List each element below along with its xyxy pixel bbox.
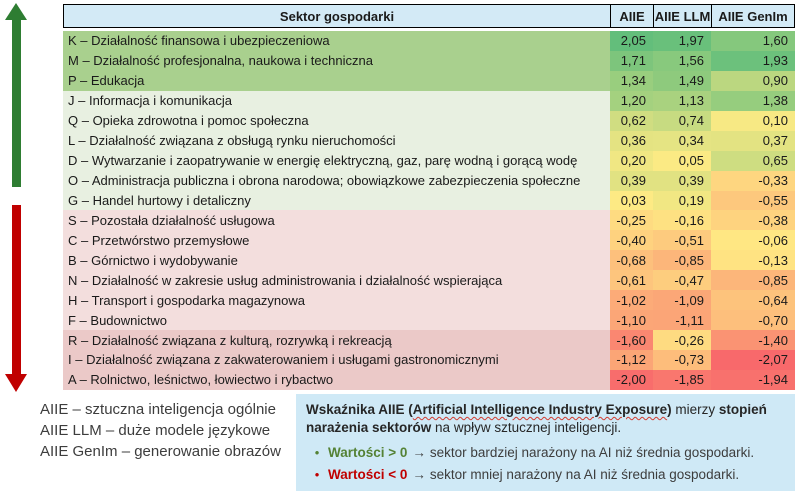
value-cell: -0,47	[653, 270, 711, 290]
sector-label-cell: Q – Opieka zdrowotna i pomoc społeczna	[63, 111, 610, 131]
sector-label-cell: F – Budownictwo	[63, 310, 610, 330]
sector-label-cell: R – Działalność związana z kulturą, rozrywką i rekreacją	[63, 330, 610, 350]
bullet-condition: Wartości < 0	[328, 466, 408, 482]
value-cell: -0,68	[610, 250, 653, 270]
value-cell: 1,93	[711, 51, 795, 71]
value-cell: -0,26	[653, 330, 711, 350]
value-cell: -0,13	[711, 250, 795, 270]
table-row	[63, 310, 795, 330]
value-cell: 1,13	[653, 91, 711, 111]
column-header-aiie-genim: AIIE GenIm	[712, 5, 794, 27]
sector-label-cell: O – Administracja publiczna i obrona narodowa; obowiązkowe zabezpieczenia społeczne	[63, 171, 610, 191]
table-row	[63, 370, 795, 390]
sector-label-cell: M – Działalność profesjonalna, naukowa i techniczna	[63, 51, 610, 71]
value-cell: 0,39	[653, 171, 711, 191]
sector-label-cell: N – Działalność w zakresie usług administrowania i działalność wspierająca	[63, 270, 610, 290]
value-cell: -1,02	[610, 290, 653, 310]
sector-label-cell: C – Przetwórstwo przemysłowe	[63, 230, 610, 250]
value-cell: 0,74	[653, 111, 711, 131]
value-cell: -0,38	[711, 210, 795, 230]
table-row	[63, 131, 795, 151]
table-row	[63, 91, 795, 111]
heatmap-table-body	[63, 31, 795, 390]
value-cell: 1,60	[711, 31, 795, 51]
value-cell: -1,60	[610, 330, 653, 350]
sector-label-cell: D – Wytwarzanie i zaopatrywanie w energię elektryczną, gaz, parę wodną i gorącą wodę	[63, 151, 610, 171]
value-cell: 0,62	[610, 111, 653, 131]
abbreviation-legend	[40, 399, 281, 462]
value-cell: -0,16	[653, 210, 711, 230]
right-arrow-icon: →	[412, 466, 426, 482]
value-cell: 0,39	[610, 171, 653, 191]
value-cell: 0,20	[610, 151, 653, 171]
value-cell: -1,10	[610, 310, 653, 330]
value-cell: -0,40	[610, 230, 653, 250]
value-cell: 0,05	[653, 151, 711, 171]
sector-label-cell: G – Handel hurtowy i detaliczny	[63, 191, 610, 211]
bullet-dot-icon: •	[314, 466, 320, 482]
value-cell: -0,51	[653, 230, 711, 250]
value-cell: 0,36	[610, 131, 653, 151]
aiie-definition-box	[296, 394, 795, 491]
table-row	[63, 290, 795, 310]
value-cell: -0,06	[711, 230, 795, 250]
table-row	[63, 210, 795, 230]
table-row	[63, 350, 795, 370]
value-cell: 1,97	[653, 31, 711, 51]
value-cell: 0,65	[711, 151, 795, 171]
value-cell: -0,61	[610, 270, 653, 290]
sector-label-cell: S – Pozostała działalność usługowa	[63, 210, 610, 230]
arrow-up-shaft	[12, 19, 21, 187]
value-cell: -1,12	[610, 350, 653, 370]
column-header-sector: Sektor gospodarki	[64, 5, 611, 27]
table-row	[63, 31, 795, 51]
definition-segment: mierzy	[671, 402, 719, 417]
value-cell: 1,56	[653, 51, 711, 71]
value-cell: -1,11	[653, 310, 711, 330]
value-cell: 1,38	[711, 91, 795, 111]
sector-label-cell: H – Transport i gospodarka magazynowa	[63, 290, 610, 310]
legend-line-aiie: AIIE – sztuczna inteligencja ogólnie	[40, 401, 276, 418]
definition-text	[306, 401, 785, 437]
table-row	[63, 71, 795, 91]
value-cell: -0,73	[653, 350, 711, 370]
sector-label-cell: B – Górnictwo i wydobywanie	[63, 250, 610, 270]
value-cell: 1,34	[610, 71, 653, 91]
sector-label-cell: A – Rolnictwo, leśnictwo, łowiectwo i rybactwo	[63, 370, 610, 390]
value-cell: 0,10	[711, 111, 795, 131]
value-cell: -0,64	[711, 290, 795, 310]
legend-line-genim: AIIE GenIm – generowanie obrazów	[40, 443, 281, 460]
value-cell: 1,71	[610, 51, 653, 71]
table-row	[63, 191, 795, 211]
sector-label-cell: L – Działalność związana z obsługą rynku nieruchomości	[63, 131, 610, 151]
sector-label-cell: K – Działalność finansowa i ubezpieczeniowa	[63, 31, 610, 51]
value-cell: 0,90	[711, 71, 795, 91]
table-row	[63, 111, 795, 131]
value-cell: -1,85	[653, 370, 711, 390]
sector-label-cell: I – Działalność związana z zakwaterowaniem i usługami gastronomicznymi	[63, 350, 610, 370]
arrow-up-icon	[5, 3, 27, 20]
value-cell: 0,34	[653, 131, 711, 151]
value-cell: -0,33	[711, 171, 795, 191]
value-cell: -0,85	[711, 270, 795, 290]
table-row	[63, 270, 795, 290]
value-cell: -1,94	[711, 370, 795, 390]
column-header-aiie-llm: AIIE LLM	[654, 5, 712, 27]
sector-label-cell: J – Informacja i komunikacja	[63, 91, 610, 111]
value-interpretation-list	[306, 445, 785, 482]
legend-line-llm: AIIE LLM – duże modele językowe	[40, 422, 271, 439]
interpretation-bullet	[306, 467, 785, 482]
value-cell: -1,40	[711, 330, 795, 350]
interpretation-bullet	[306, 445, 785, 460]
value-cell: 1,20	[610, 91, 653, 111]
value-cell: -0,55	[711, 191, 795, 211]
table-row	[63, 330, 795, 350]
definition-english-term: Artificial Intelligence Industry Exposure	[412, 402, 668, 417]
table-row	[63, 171, 795, 191]
bullet-description: sektor mniej narażony na AI niż średnia gospodarki.	[429, 466, 740, 482]
value-cell: 0,03	[610, 191, 653, 211]
arrow-down-icon	[5, 374, 27, 392]
value-cell: -0,85	[653, 250, 711, 270]
value-cell: 0,37	[711, 131, 795, 151]
definition-segment: stopień narażenia sektorów	[306, 402, 767, 435]
sector-label-cell: P – Edukacja	[63, 71, 610, 91]
value-cell: -0,25	[610, 210, 653, 230]
table-header-row	[63, 4, 795, 28]
table-row	[63, 51, 795, 71]
definition-segment: )	[667, 402, 672, 417]
arrow-down-shaft	[12, 205, 21, 375]
bullet-condition: Wartości > 0	[328, 444, 408, 460]
value-cell: 0,19	[653, 191, 711, 211]
column-header-aiie: AIIE	[611, 5, 654, 27]
bullet-description: sektor bardziej narażony na AI niż średnia gospodarki.	[429, 444, 755, 460]
table-row	[63, 151, 795, 171]
definition-segment: na wpływ sztucznej inteligencji.	[431, 419, 622, 435]
value-cell: -2,07	[711, 350, 795, 370]
definition-segment: Wskaźnika AIIE (	[306, 402, 413, 417]
value-cell: 2,05	[610, 31, 653, 51]
bullet-dot-icon: •	[314, 444, 320, 460]
value-cell: -2,00	[610, 370, 653, 390]
value-cell: 1,49	[653, 71, 711, 91]
table-row	[63, 230, 795, 250]
value-cell: -0,70	[711, 310, 795, 330]
right-arrow-icon: →	[412, 444, 426, 460]
table-row	[63, 250, 795, 270]
value-cell: -1,09	[653, 290, 711, 310]
